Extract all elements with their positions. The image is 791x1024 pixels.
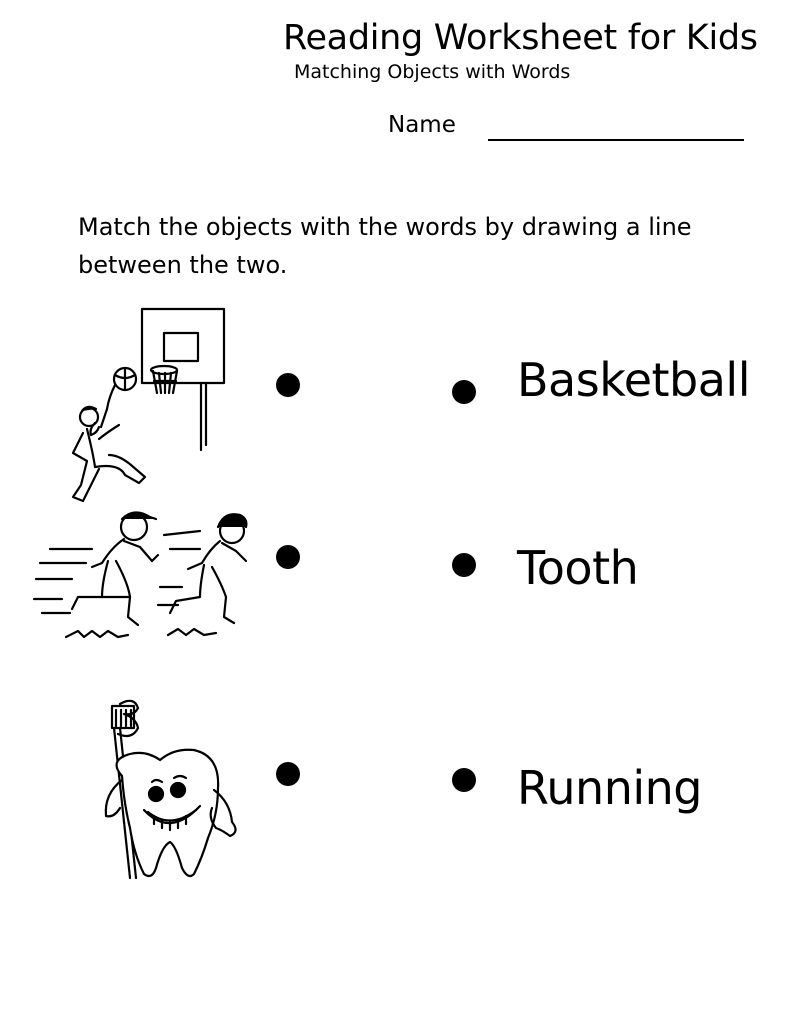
name-label: Name [388, 112, 456, 138]
word-label-3: Running [517, 761, 702, 815]
runners-icon [32, 505, 257, 650]
word-dot-2[interactable] [452, 553, 476, 577]
picture-dot-1[interactable] [276, 373, 300, 397]
word-dot-3[interactable] [452, 768, 476, 792]
instructions-text: Match the objects with the words by drawing a line between the two. [78, 213, 692, 279]
picture-dot-3[interactable] [276, 762, 300, 786]
word-label-2: Tooth [517, 541, 639, 595]
page-subtitle: Matching Objects with Words [294, 61, 571, 83]
picture-dot-2[interactable] [276, 545, 300, 569]
tooth-with-toothbrush-icon [90, 698, 250, 888]
page-title: Reading Worksheet for Kids [283, 18, 758, 58]
name-write-line[interactable] [488, 139, 744, 141]
word-label-1: Basketball [517, 353, 750, 407]
basketball-player-icon [65, 305, 235, 505]
word-dot-1[interactable] [452, 380, 476, 404]
